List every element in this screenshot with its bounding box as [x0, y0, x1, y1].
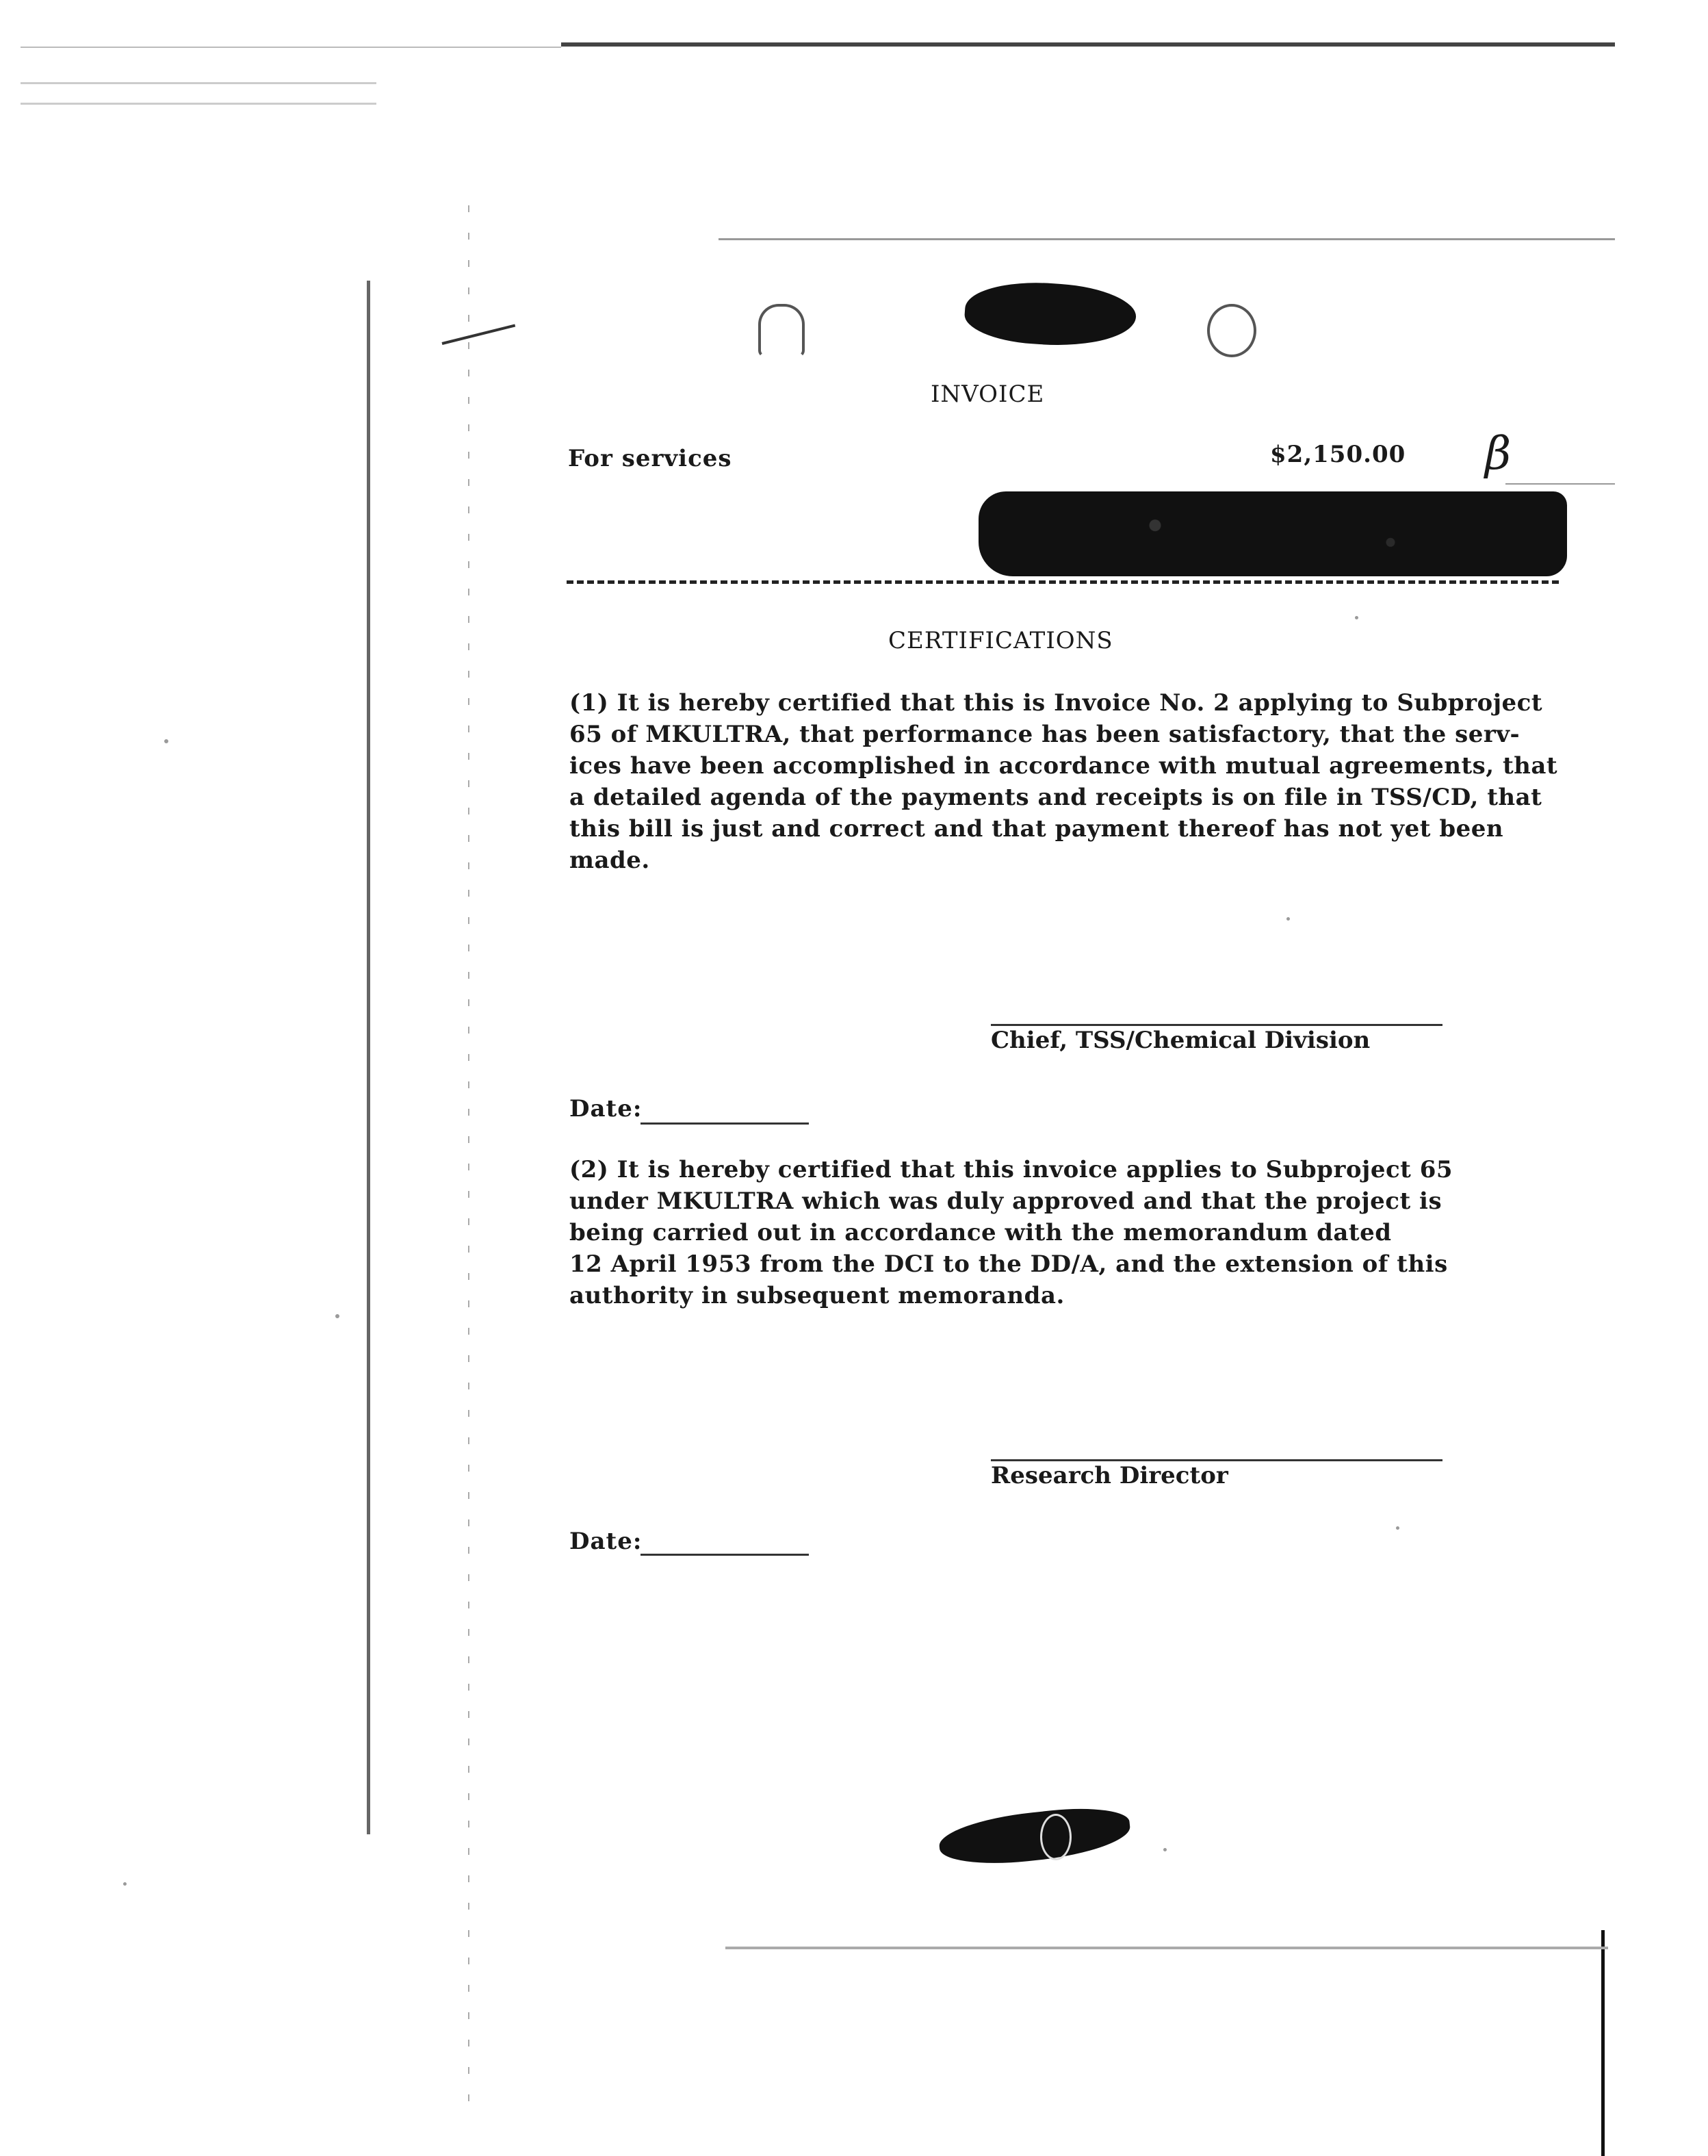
- cert2-line: being carried out in accordance with the memorandum dated: [569, 1219, 1392, 1246]
- bottom-scan-edge: [725, 1947, 1608, 1949]
- date-1-label: Date:: [569, 1095, 643, 1122]
- left-page-edge: [367, 281, 370, 1834]
- date-1-line: [640, 1122, 809, 1125]
- handwritten-beta-mark: β: [1485, 427, 1512, 480]
- top-left-noise: [21, 82, 376, 84]
- date-2-label: Date:: [569, 1528, 643, 1555]
- bottom-circle-overlay-icon: [1040, 1814, 1072, 1860]
- cert2-line: under MKULTRA which was duly approved and that the project is: [569, 1188, 1442, 1215]
- certifications-heading: CERTIFICATIONS: [888, 627, 1113, 654]
- cert1-line: 65 of MKULTRA, that performance has been satisfactory, that the serv-: [569, 721, 1521, 748]
- cert2-line: (2) It is hereby certified that this invoice applies to Subproject 65: [569, 1156, 1453, 1183]
- right-edge-mid: [1505, 483, 1615, 485]
- scan-speck: [1396, 1526, 1399, 1530]
- scan-speck: [1163, 1848, 1167, 1851]
- top-scan-edge: [561, 42, 1615, 47]
- scan-speck: [335, 1314, 339, 1318]
- bracket-mark-left: [758, 304, 805, 357]
- bottom-redaction-blot: [937, 1803, 1133, 1871]
- services-label: For services: [568, 445, 732, 472]
- cert1-line: made.: [569, 847, 650, 874]
- services-amount: $2,150.00: [1270, 441, 1406, 468]
- circle-mark-right: [1207, 304, 1256, 357]
- signature-2-label: Research Director: [991, 1462, 1228, 1489]
- cert1-line: this bill is just and correct and that payment thereof has not yet been: [569, 815, 1504, 843]
- dashed-divider: [567, 580, 1559, 584]
- left-dotted-margin: [468, 205, 469, 2122]
- cert1-line: (1) It is hereby certified that this is Invoice No. 2 applying to Subproject: [569, 689, 1543, 717]
- signature-1-line: [991, 1024, 1442, 1026]
- right-edge-bottom: [1601, 1930, 1605, 2156]
- left-pen-stroke: [442, 324, 516, 344]
- cert1-line: ices have been accomplished in accordance with mutual agreements, that: [569, 752, 1558, 780]
- scan-speck: [164, 739, 168, 743]
- certification-1-paragraph: [569, 687, 1558, 876]
- top-left-scan-edge: [21, 47, 561, 48]
- scan-speck: [123, 1882, 127, 1886]
- scan-speck: [1286, 917, 1290, 921]
- payee-redaction-block: [979, 491, 1567, 576]
- certification-2-paragraph: [569, 1154, 1555, 1311]
- invoice-title: INVOICE: [931, 381, 1045, 408]
- signature-1-label: Chief, TSS/Chemical Division: [991, 1027, 1371, 1054]
- date-2-line: [640, 1554, 809, 1556]
- top-redaction-blot: [963, 277, 1138, 350]
- cert2-line: authority in subsequent memoranda.: [569, 1282, 1065, 1309]
- cert1-line: a detailed agenda of the payments and receipts is on file in TSS/CD, that: [569, 784, 1542, 811]
- scan-speck: [1355, 616, 1358, 619]
- upper-right-edge: [719, 238, 1615, 240]
- top-left-noise-2: [21, 103, 376, 105]
- signature-2-line: [991, 1459, 1442, 1461]
- cert2-line: 12 April 1953 from the DCI to the DD/A, and the extension of this: [569, 1250, 1448, 1278]
